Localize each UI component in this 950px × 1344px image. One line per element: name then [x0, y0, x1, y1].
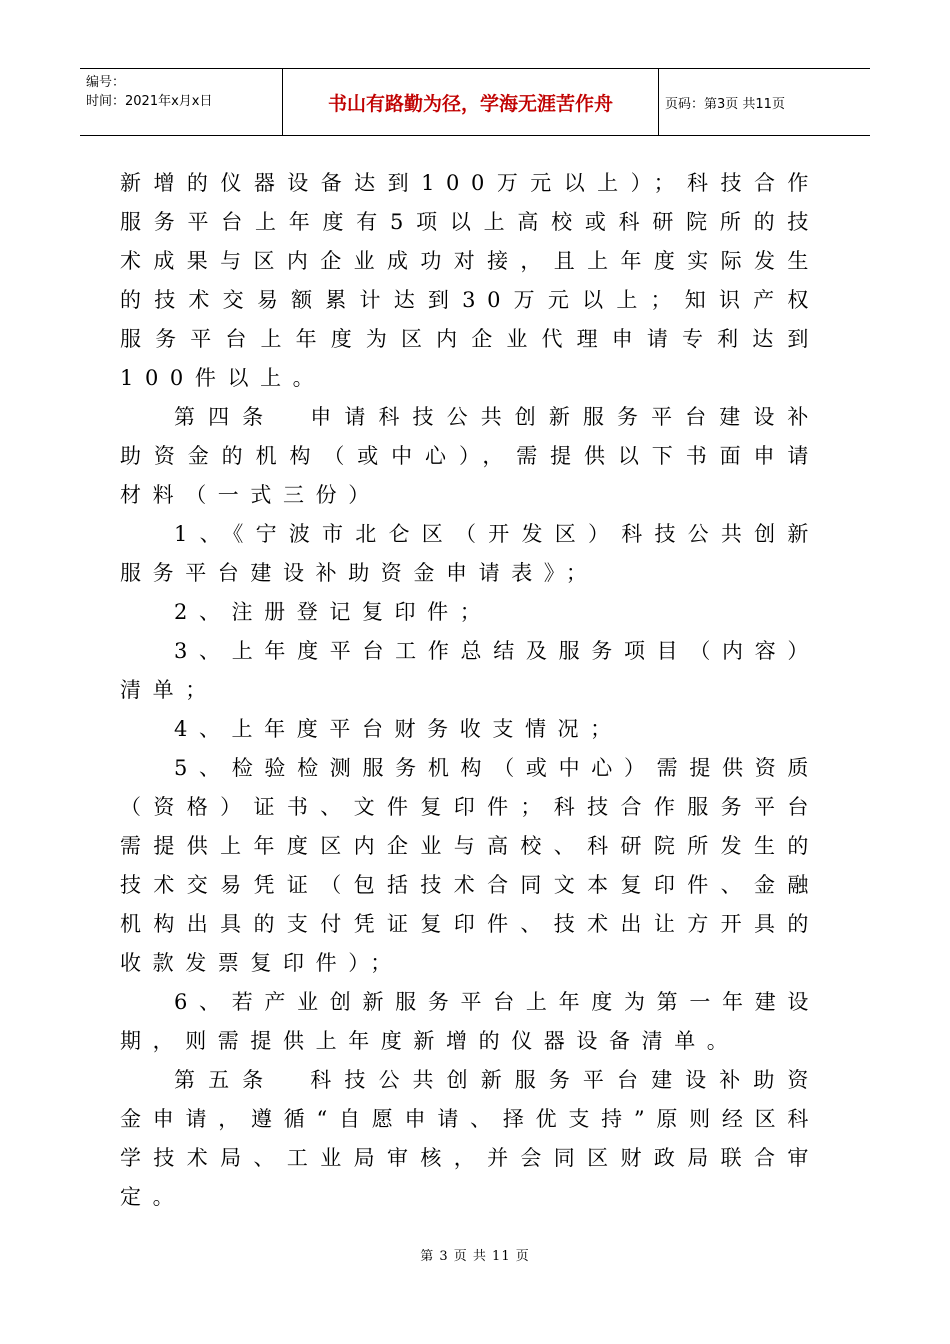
header-meta	[80, 69, 283, 135]
list-item-5: 5、检验检测服务机构（或中心）需提供资质（资格）证书、文件复印件；科技合作服务平台需提供上年度区内企业与高校、科研院所发生的技术交易凭证（包括技术合同文本复印件、金融机构出具的支付凭证复印件、技术出让方开具的收款发票复印件）；	[120, 756, 820, 975]
list-item-4: 4、上年度平台财务收支情况；	[174, 717, 623, 741]
paragraph-continuation: 新增的仪器设备达到100万元以上）；科技合作服务平台上年度有5项以上高校或科研院所的技术成果与区内企业成功对接，且上年度实际发生的技术交易额累计达到30万元以上；知识产权服务平台上年度为区内企业代理申请专利达到100件以上。	[120, 171, 820, 390]
list-item-6: 6、若产业创新服务平台上年度为第一年建设期，则需提供上年度新增的仪器设备清单。	[120, 990, 820, 1053]
list-item-1: 1、《宁波市北仑区（开发区）科技公共创新服务平台建设补助资金申请表》；	[120, 522, 820, 585]
page-header	[80, 68, 870, 136]
article-five: 第五条 科技公共创新服务平台建设补助资金申请，遵循“自愿申请、择优支持”原则经区科学技术局、工业局审核，并会同区财政局联合审定。	[120, 1068, 820, 1209]
list-item-2: 2、注册登记复印件；	[174, 600, 493, 624]
document-body	[120, 164, 820, 1217]
list-item-3: 3、上年度平台工作总结及服务项目（内容）清单；	[120, 639, 820, 702]
page-footer: 第 3 页 共 11 页	[420, 1249, 530, 1264]
serial-number-label: 编号：	[86, 75, 126, 90]
date-label: 时间：2021年x月x日	[86, 94, 213, 109]
header-page-number: 页码：第3页 共11页	[665, 96, 785, 112]
header-motto: 书山有路勤为径，学海无涯苦作舟	[283, 69, 659, 135]
article-four: 第四条 申请科技公共创新服务平台建设补助资金的机构（或中心），需提供以下书面申请材料（一式三份）	[120, 405, 820, 507]
